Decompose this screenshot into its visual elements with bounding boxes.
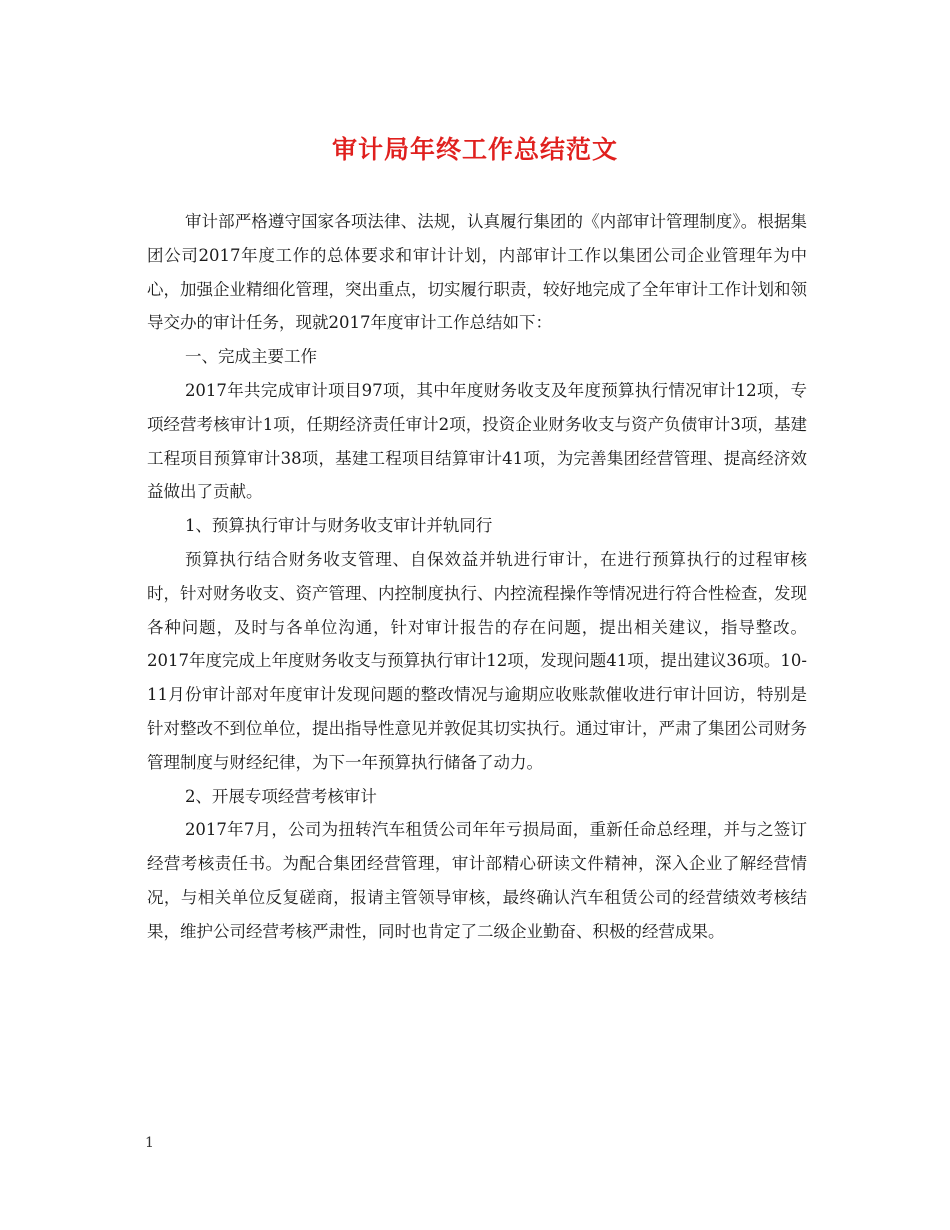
heading-budget-audit: 1、预算执行审计与财务收支审计并轨同行 [184,516,493,536]
heading-special-audit: 2、开展专项经营考核审计 [184,786,377,806]
paragraph-summary: 2017年共完成审计项目97项，其中年度财务收支及年度预算执行情况审计12项，专项经营考核审计1项，任期经济责任审计2项，投资企业财务收支与资产负债审计3项，基建工程项目预算审计38项，基建工程项目结算审计41项，为完善集团经营管理、提高经济效益做出了贡献。 [147,380,807,502]
document-title: 审计局年终工作总结范文 [331,135,618,164]
document-body [147,205,807,949]
heading-main-work: 一、完成主要工作 [184,347,317,367]
paragraph-budget-audit: 预算执行结合财务收支管理、自保效益并轨进行审计，在进行预算执行的过程审核时，针对财务收支、资产管理、内控制度执行、内控流程操作等情况进行符合性检查，发现各种问题，及时与各单位沟通，针对审计报告的存在问题，提出相关建议，指导整改。2017年度完成上年度财务收支与预算执行审计12项，发现问题41项，提出建议36项。10-11月份审计部对年度审计发现问题的整改情况与逾期应收账款催收进行审计回访，特别是针对整改不到位单位，提出指导性意见并敦促其切实执行。通过审计，严肃了集团公司财务管理制度与财经纪律，为下一年预算执行储备了动力。 [147,549,807,772]
paragraph-special-audit: 2017年7月，公司为扭转汽车租赁公司年年亏损局面，重新任命总经理，并与之签订经营考核责任书。为配合集团经营管理，审计部精心研读文件精神，深入企业了解经营情况，与相关单位反复磋商，报请主管领导审核，最终确认汽车租赁公司的经营绩效考核结果，维护公司经营考核严肃性，同时也肯定了二级企业勤奋、积极的经营成果。 [147,820,807,941]
page-number: 1 [145,1135,154,1151]
paragraph-intro: 审计部严格遵守国家各项法律、法规，认真履行集团的《内部审计管理制度》。根据集团公司2017年度工作的总体要求和审计计划，内部审计工作以集团公司企业管理年为中心，加强企业精细化管理，突出重点，切实履行职责，较好地完成了全年审计工作计划和领导交办的审计任务，现就2017年度审计工作总结如下： [147,212,807,333]
